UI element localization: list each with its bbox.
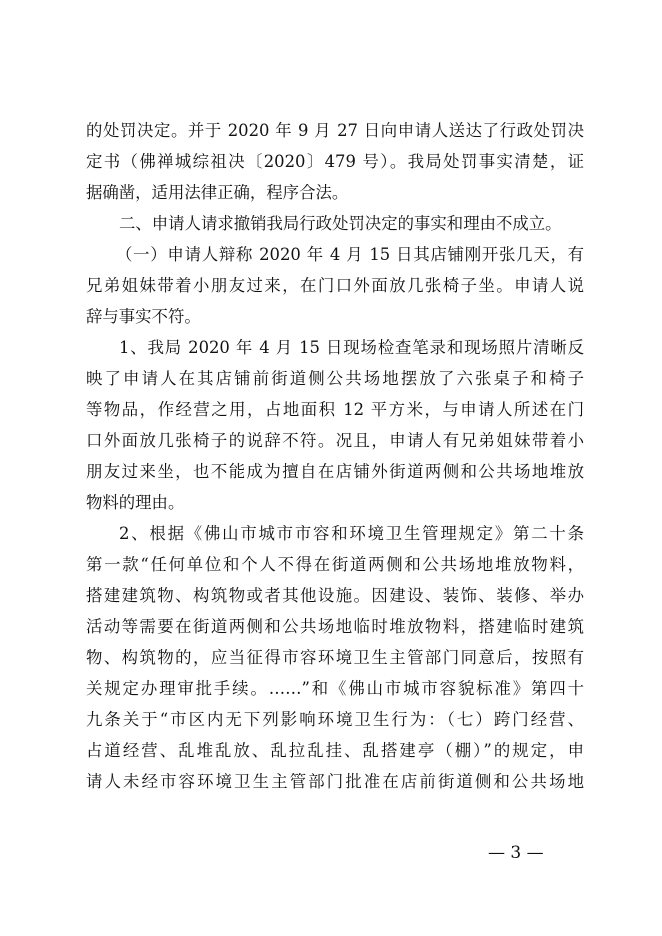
subsection-heading: （一）申请人辩称 2020 年 4 月 15 日其店铺刚开张几天，有 [116, 245, 584, 264]
text-line: 第一款“任何单位和个人不得在街道两侧和公共场地堆放物料， [86, 555, 584, 574]
section-heading: 二、申请人请求撤销我局行政处罚决定的事实和理由不成立。 [119, 214, 562, 233]
text-line: 搭建建筑物、构筑物或者其他设施。因建设、装饰、装修、举办 [86, 586, 584, 605]
text-line: 占道经营、乱堆乱放、乱拉乱挂、乱搭建亭（棚）”的规定，申 [86, 741, 584, 760]
text-line: 定书（佛禅城综祖决〔2020〕479 号）。我局处罚事实清楚，证 [86, 152, 584, 171]
text-line: 物料的理由。 [86, 493, 185, 512]
text-line: 九条关于“市区内无下列影响环境卫生行为：（七）跨门经营、 [86, 710, 584, 729]
page-number: — 3 — [488, 843, 544, 863]
text-line: 关规定办理审批手续。……”和《佛山市城市容貌标准》第四十 [86, 679, 584, 698]
paragraph-start: 1、我局 2020 年 4 月 15 日现场检查笔录和现场照片清晰反 [119, 338, 584, 357]
text-line: 等物品，作经营之用，占地面积 12 平方米，与申请人所述在门 [86, 400, 584, 419]
text-line: 兄弟姐妹带着小朋友过来，在门口外面放几张椅子坐。申请人说 [86, 276, 584, 295]
text-line: 朋友过来坐，也不能成为擅自在店铺外街道两侧和公共场地堆放 [86, 462, 584, 481]
paragraph-start: 2、根据《佛山市城市市容和环境卫生管理规定》第二十条 [119, 524, 584, 543]
text-line: 辞与事实不符。 [86, 307, 201, 326]
text-line: 的处罚决定。并于 2020 年 9 月 27 日向申请人送达了行政处罚决 [86, 121, 584, 140]
text-line: 据确凿，适用法律正确，程序合法。 [86, 183, 349, 202]
text-line: 物、构筑物的，应当征得市容环境卫生主管部门同意后，按照有 [86, 648, 584, 667]
text-line: 口外面放几张椅子的说辞不符。况且，申请人有兄弟姐妹带着小 [86, 431, 584, 450]
text-line: 映了申请人在其店铺前街道侧公共场地摆放了六张桌子和椅子 [86, 369, 584, 388]
body-text [86, 115, 584, 797]
text-line: 请人未经市容环境卫生主管部门批准在店前街道侧和公共场地 [86, 772, 584, 791]
text-line: 活动等需要在街道两侧和公共场地临时堆放物料，搭建临时建筑 [86, 617, 584, 636]
